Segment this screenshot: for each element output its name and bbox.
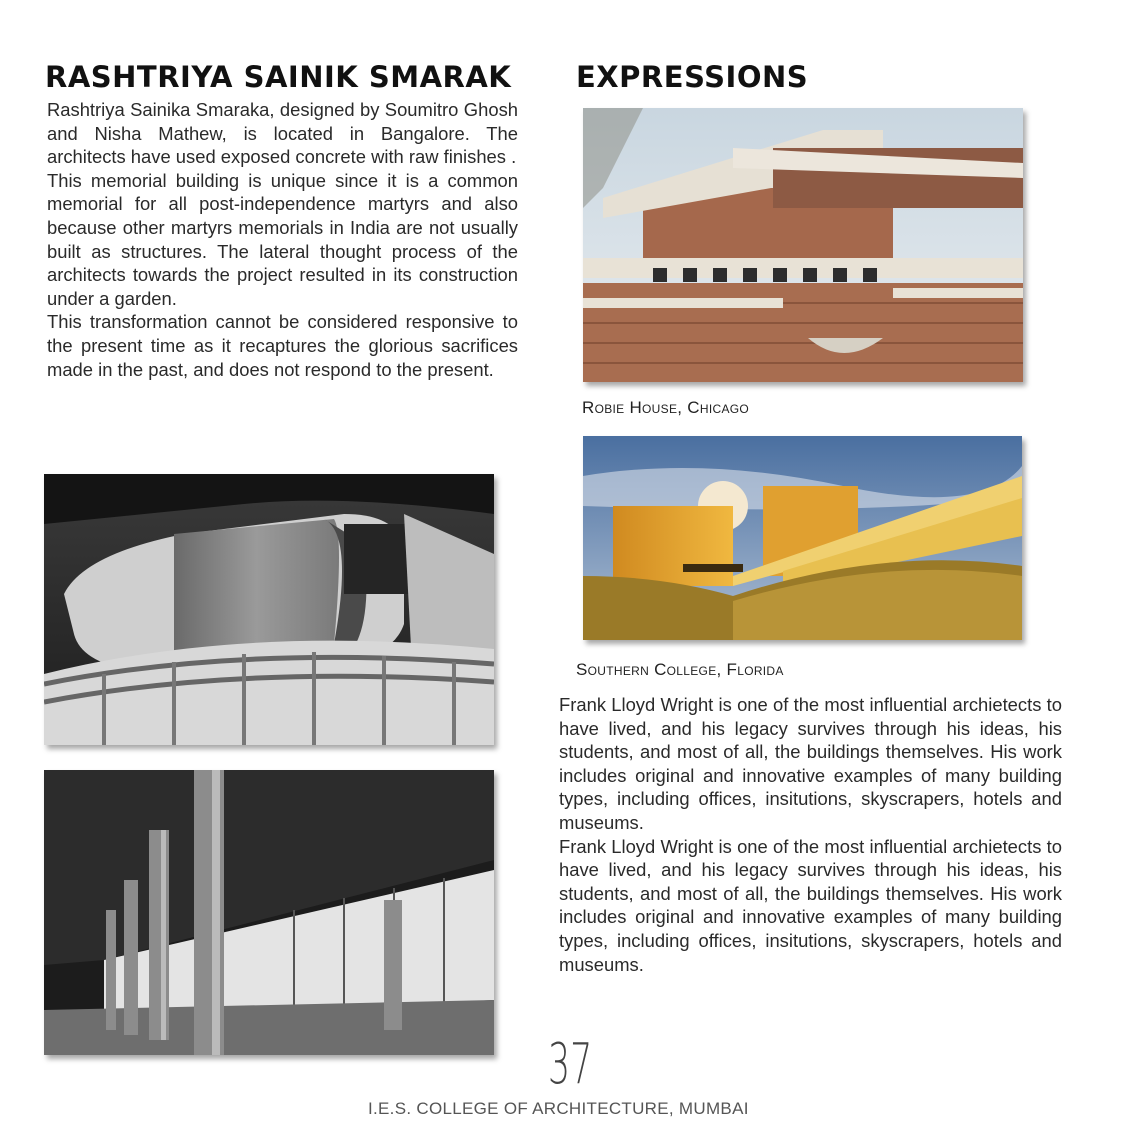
memorial-aerial-photo [44, 474, 494, 745]
paragraph: Frank Lloyd Wright is one of the most influential archietects to have lived, and his legacy survives through his ideas, his students, and most of all, the buildings themselves. His work includes original and innovative examples of many building types, including offices, insitutions, skyscrapers, hotels and museums. [559, 694, 1062, 833]
paragraph: Frank Lloyd Wright is one of the most influential archietects to have lived, and his legacy survives through his ideas, his students, and most of all, the buildings themselves. His work includes original and innovative examples of many building types, including offices, insitutions, skyscrapers, hotels and museums. [559, 835, 1062, 975]
page-number: 37 [548, 1032, 593, 1097]
memorial-description [47, 98, 518, 381]
caption-robie-house: Robie House, Chicago [582, 398, 750, 417]
frank-lloyd-wright-description [559, 693, 1062, 976]
paragraph: Rashtriya Sainika Smaraka, designed by Soumitro Ghosh and Nisha Mathew, is located in Bangalore. The architects have used exposed concrete with raw finishes . [47, 99, 518, 168]
southern-college-photo [583, 436, 1022, 640]
section-title-expressions: EXPRESSIONS [576, 60, 809, 94]
memorial-colonnade-photo [44, 770, 494, 1055]
robie-house-photo [583, 108, 1023, 382]
footer-institution: I.E.S. COLLEGE OF ARCHITECTURE, MUMBAI [368, 1099, 749, 1118]
caption-southern-college: Southern College, Florida [576, 660, 784, 679]
paragraph: This memorial building is unique since it is a common memorial for all post-independence martyrs and also because other martyrs memorials in India are not usually built as structures. The lateral thought process of the architects towards the project resulted in its construction under a garden. [47, 169, 518, 309]
section-title-rashtriya-sainik-smarak: RASHTRIYA SAINIK SMARAK [45, 60, 512, 94]
paragraph: This transformation cannot be considered responsive to the present time as it recaptures the glorious sacrifices made in the past, and does not respond to the present. [47, 311, 518, 380]
